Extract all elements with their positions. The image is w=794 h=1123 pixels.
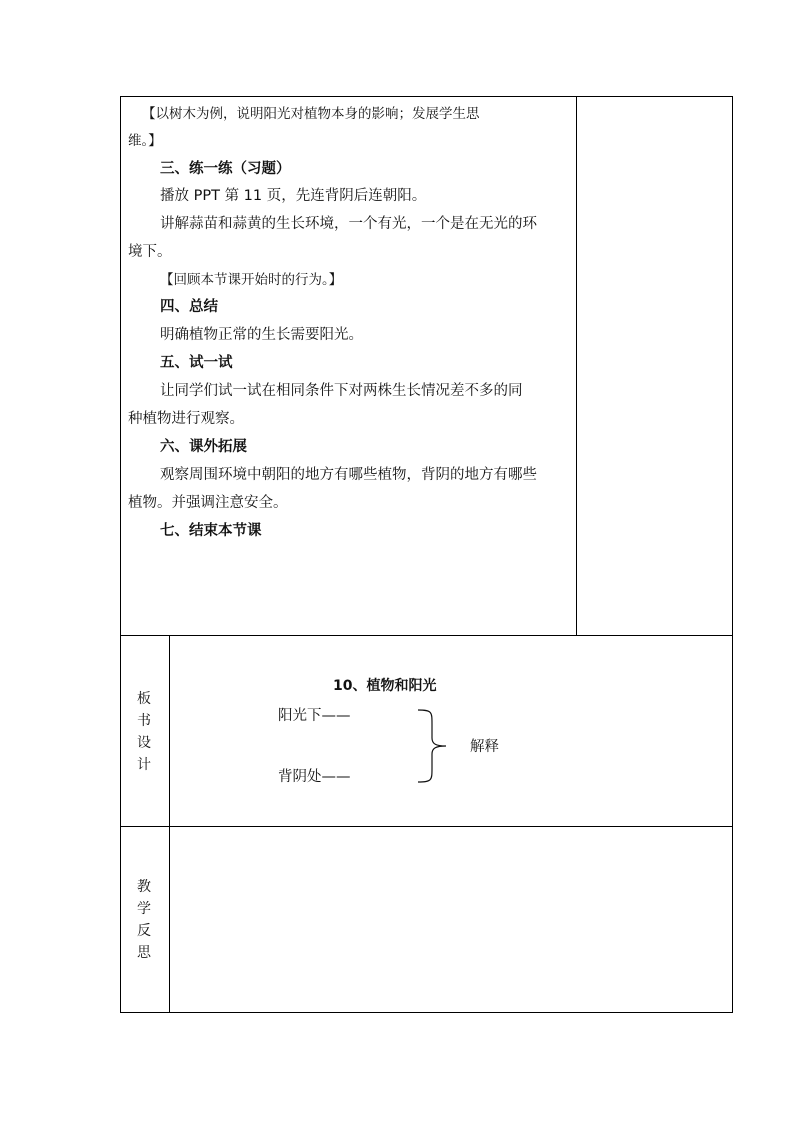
note-tree-example: 【以树木为例，说明阳光对植物本身的影响；发展学生思 bbox=[142, 106, 480, 122]
note-review: 【回顾本节课开始时的行为。】 bbox=[160, 272, 343, 288]
reflection-label-char-3: 反 bbox=[137, 923, 151, 939]
paragraph-try: 让同学们试一试在相同条件下对两株生长情况差不多的同 bbox=[160, 383, 523, 399]
board-shade-item: 背阴处—— bbox=[278, 769, 351, 785]
paragraph-play-ppt: 播放 PPT 第 11 页，先连背阴后连朝阳。 bbox=[160, 188, 427, 204]
curly-brace-icon bbox=[414, 708, 450, 784]
table-bottom-border bbox=[120, 1012, 733, 1013]
section-try-heading: 五、试一试 bbox=[160, 355, 233, 371]
paragraph-extension: 观察周围环境中朝阳的地方有哪些植物，背阴的地方有哪些 bbox=[160, 467, 537, 483]
reflection-label-char-2: 学 bbox=[137, 901, 151, 917]
paragraph-explain-cont: 境下。 bbox=[128, 244, 172, 260]
board-label-char-4: 计 bbox=[137, 757, 151, 773]
table-right-border bbox=[732, 96, 733, 1013]
paragraph-explain: 讲解蒜苗和蒜黄的生长环境，一个有光，一个是在无光的环 bbox=[160, 216, 537, 232]
section-end-heading: 七、结束本节课 bbox=[160, 523, 262, 539]
table-top-border bbox=[120, 96, 733, 97]
paragraph-try-cont: 种植物进行观察。 bbox=[128, 411, 244, 427]
board-sunlight-item: 阳光下—— bbox=[278, 708, 351, 724]
board-title: 10、植物和阳光 bbox=[333, 678, 437, 694]
row-divider-2 bbox=[120, 826, 733, 827]
paragraph-extension-cont: 植物。并强调注意安全。 bbox=[128, 495, 288, 511]
reflection-label bbox=[134, 876, 154, 964]
reflection-label-char-4: 思 bbox=[137, 945, 151, 961]
paragraph-summary: 明确植物正常的生长需要阳光。 bbox=[160, 327, 363, 343]
notes-column-divider bbox=[576, 96, 577, 636]
reflection-label-char-1: 教 bbox=[137, 879, 151, 895]
board-label-char-1: 板 bbox=[137, 691, 151, 707]
section-practice-heading: 三、练一练（习题） bbox=[160, 161, 291, 177]
board-label-char-2: 书 bbox=[137, 713, 151, 729]
section-summary-heading: 四、总结 bbox=[160, 299, 218, 315]
board-label-char-3: 设 bbox=[137, 735, 151, 751]
board-design-label bbox=[134, 688, 154, 776]
label-column-divider bbox=[169, 635, 170, 1013]
section-extension-heading: 六、课外拓展 bbox=[160, 439, 247, 455]
row-divider-1 bbox=[120, 635, 733, 636]
board-explain-text: 解释 bbox=[470, 739, 499, 755]
note-tree-example-cont: 维。】 bbox=[128, 133, 162, 149]
table-left-border bbox=[120, 96, 121, 1013]
